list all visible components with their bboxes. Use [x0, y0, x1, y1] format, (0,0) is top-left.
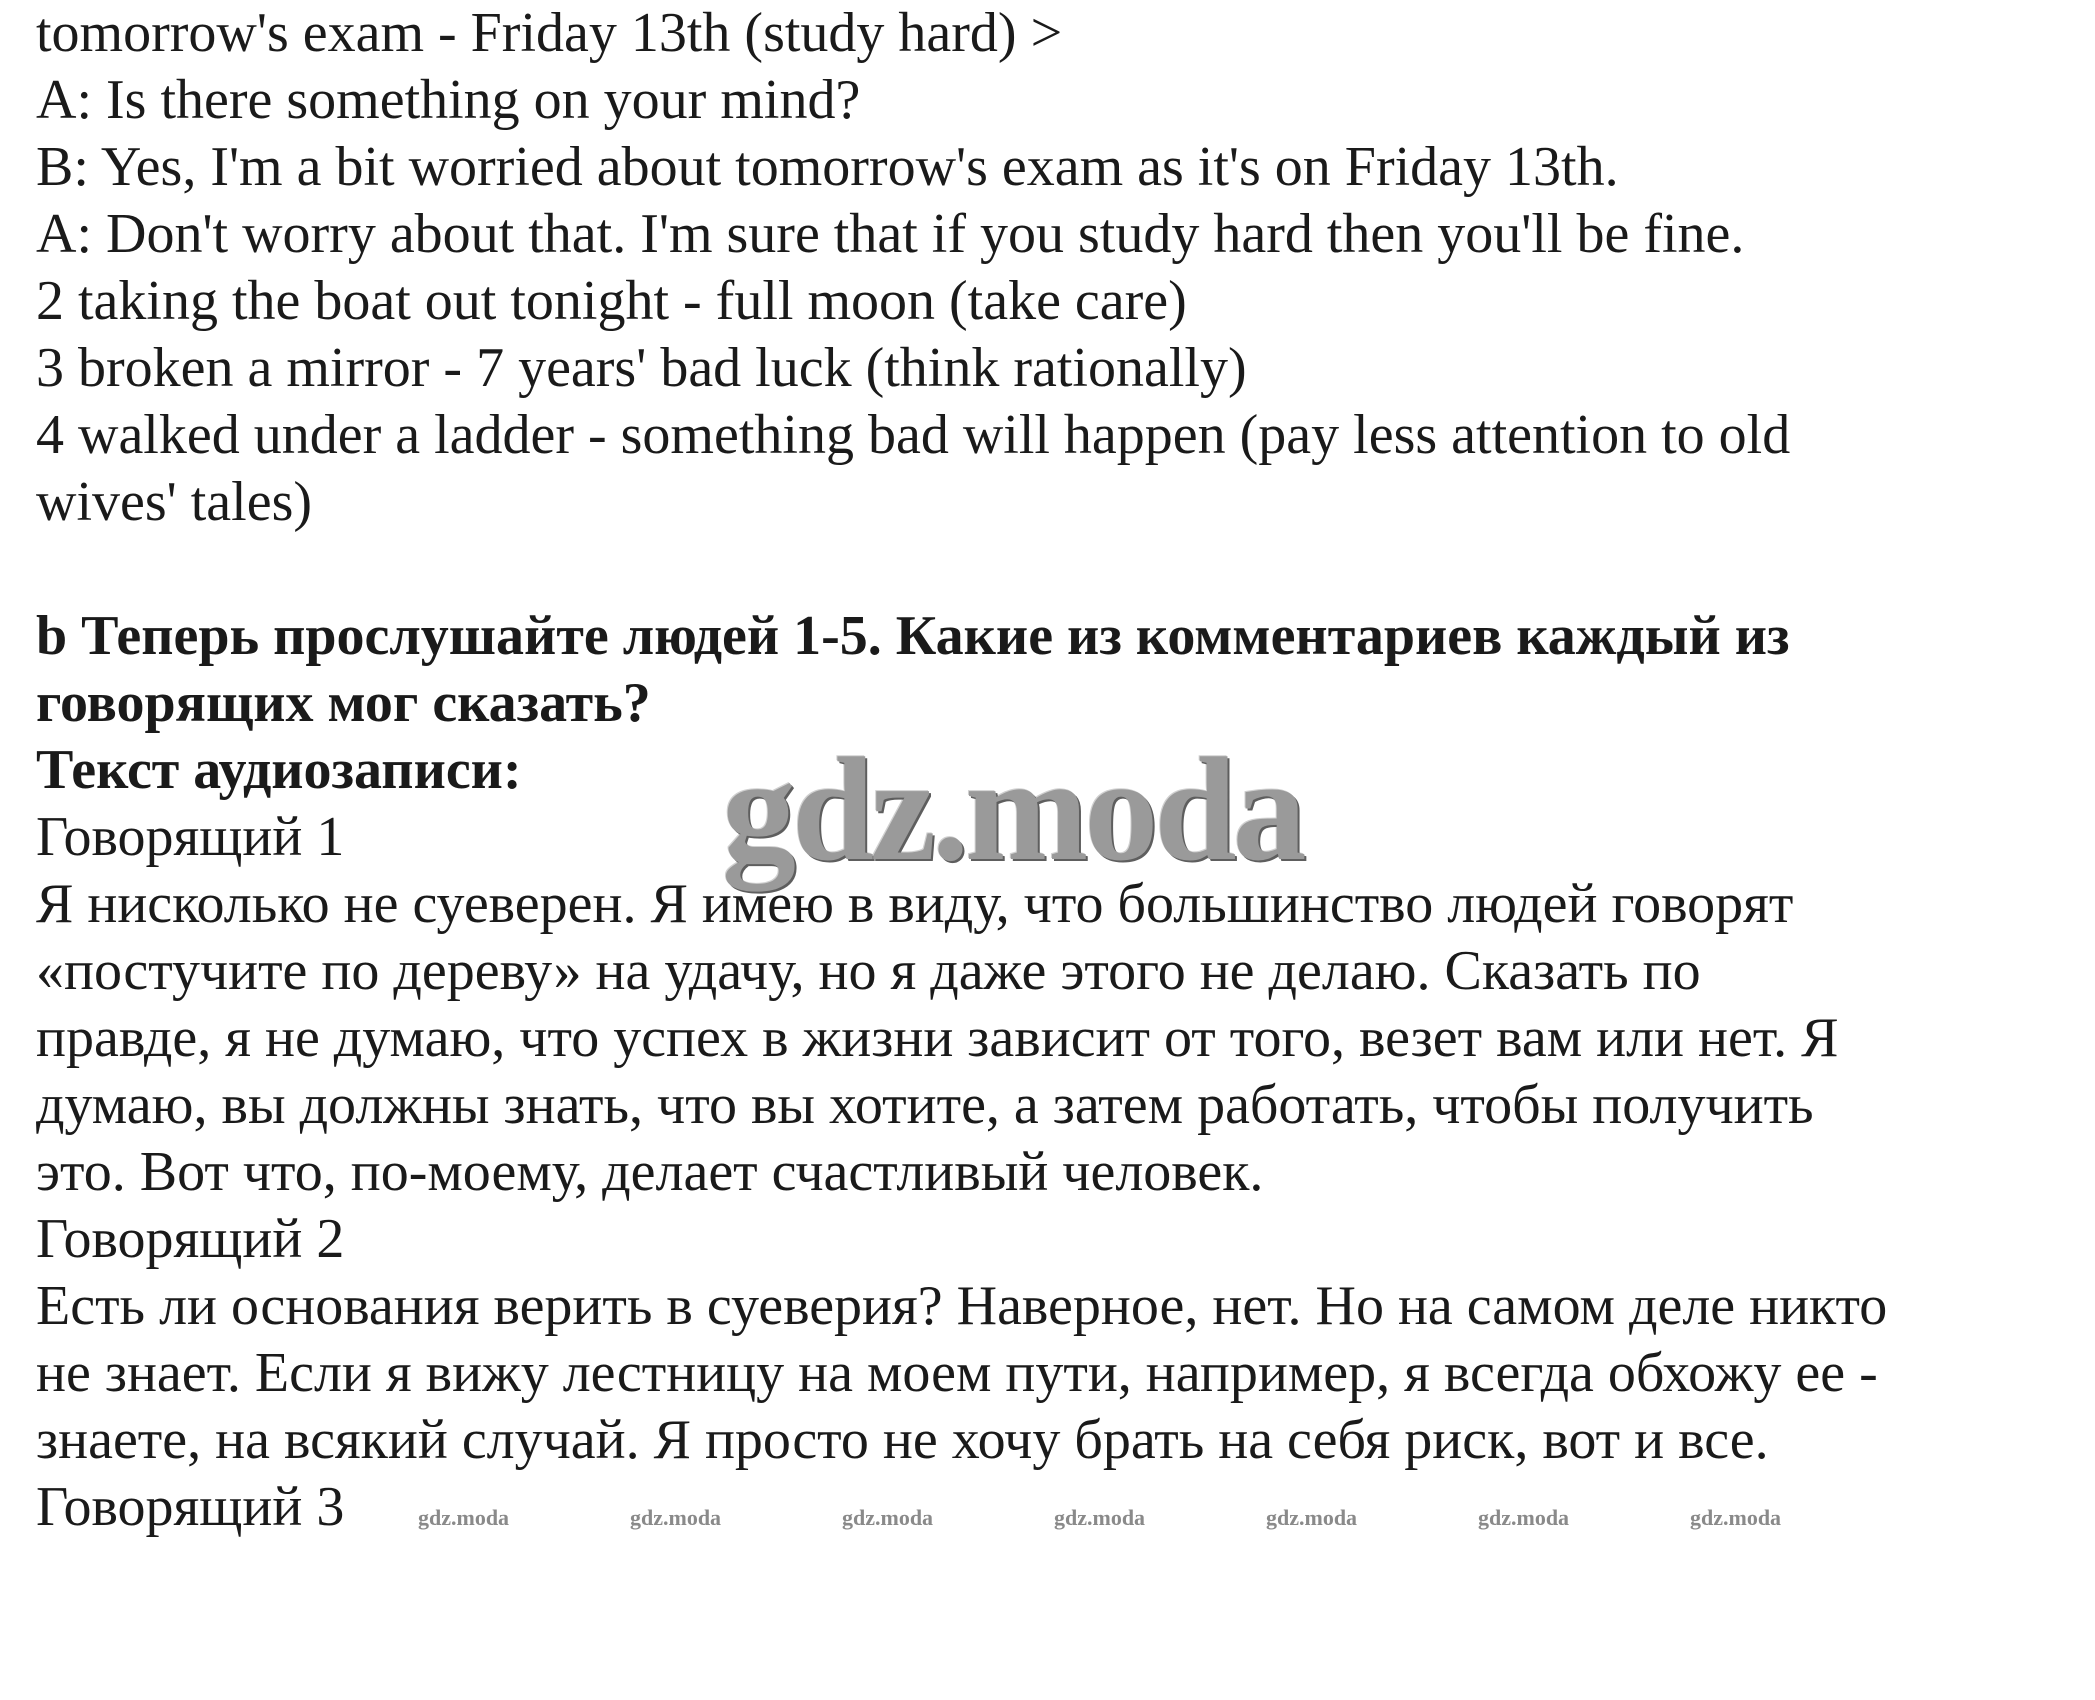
list-item: 4 walked under a ladder - something bad will happen (pay less attention to old	[36, 404, 1791, 466]
task-heading-continuation: говорящих мог сказать?	[36, 672, 651, 734]
speaker-text-line: Я нисколько не суеверен. Я имею в виду, что большинство людей говорят	[36, 873, 1794, 935]
transcript-heading: Текст аудиозаписи:	[36, 739, 522, 801]
watermark-small: gdz.moda	[1478, 1505, 1570, 1530]
watermark-logo: gdz.moda	[722, 728, 1303, 892]
watermark-small: gdz.moda	[418, 1505, 510, 1530]
speaker-text-line: это. Вот что, по-моему, делает счастливый человек.	[36, 1141, 1264, 1203]
dialogue-line: A: Don't worry about that. I'm sure that if you study hard then you'll be fine.	[36, 203, 1745, 265]
task-heading: b Теперь прослушайте людей 1-5. Какие из комментариев каждый из	[36, 605, 1790, 667]
speaker-label: Говорящий 1	[36, 806, 345, 868]
speaker-text-line: «постучите по дереву» на удачу, но я даже этого не делаю. Сказать по	[36, 940, 1701, 1002]
speaker-text-line: думаю, вы должны знать, что вы хотите, а затем работать, чтобы получить	[36, 1074, 1814, 1136]
dialogue-line: B: Yes, I'm a bit worried about tomorrow's exam as it's on Friday 13th.	[36, 136, 1619, 198]
speaker-label: Говорящий 2	[36, 1208, 345, 1270]
text-line: tomorrow's exam - Friday 13th (study hard) >	[36, 2, 1063, 64]
watermark-small: gdz.moda	[1690, 1505, 1782, 1530]
speaker-text-line: Есть ли основания верить в суеверия? Наверное, нет. Но на самом деле никто	[36, 1275, 1888, 1337]
dialogue-line: A: Is there something on your mind?	[36, 69, 861, 131]
watermark-small: gdz.moda	[1266, 1505, 1358, 1530]
list-item: 2 taking the boat out tonight - full moon (take care)	[36, 270, 1187, 332]
list-item-continuation: wives' tales)	[36, 471, 313, 533]
paragraph-gap	[36, 536, 2016, 603]
speaker-text-line: знаете, на всякий случай. Я просто не хочу брать на себя риск, вот и все.	[36, 1409, 1769, 1471]
speaker-label: Говорящий 3	[36, 1476, 345, 1538]
watermark-small: gdz.moda	[630, 1505, 722, 1530]
watermark-small: gdz.moda	[842, 1505, 934, 1530]
speaker-text-line: не знает. Если я вижу лестницу на моем пути, например, я всегда обхожу ее -	[36, 1342, 1878, 1404]
list-item: 3 broken a mirror - 7 years' bad luck (think rationally)	[36, 337, 1247, 399]
watermark-small: gdz.moda	[1054, 1505, 1146, 1530]
speaker-text-line: правде, я не думаю, что успех в жизни зависит от того, везет вам или нет. Я	[36, 1007, 1839, 1069]
watermark-strip	[418, 1505, 1902, 1531]
